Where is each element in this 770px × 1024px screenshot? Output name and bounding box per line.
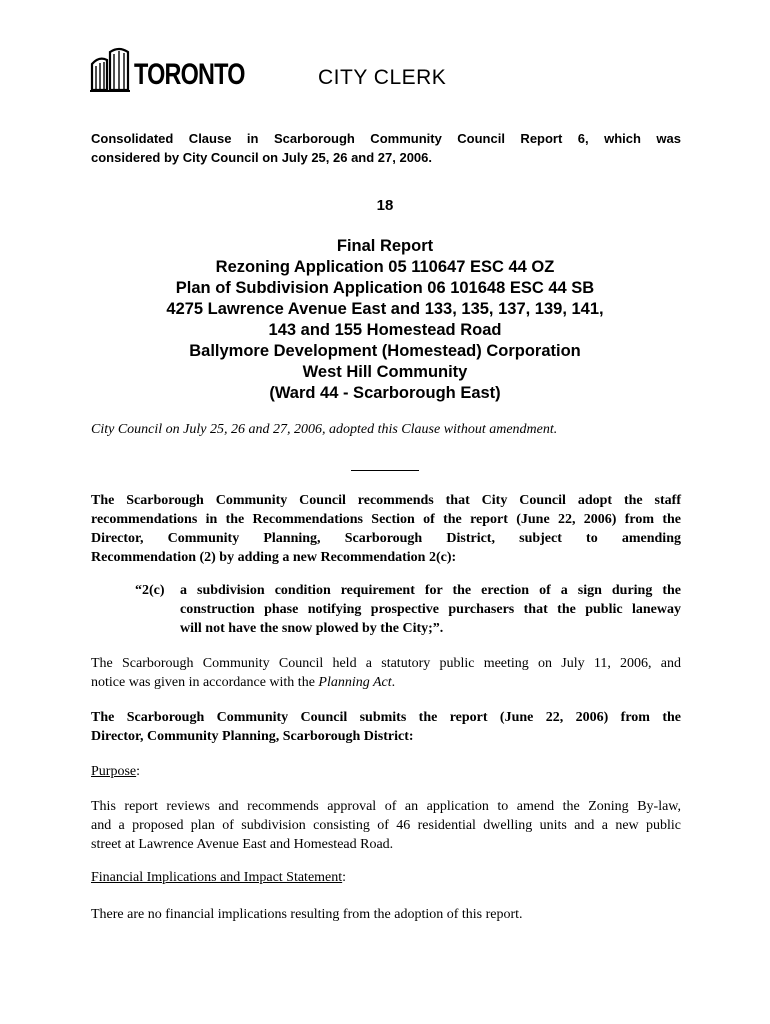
quote-line: construction phase notifying prospective purchasers that the public laneway [180,602,681,617]
financial-heading [91,868,681,887]
title-line: West Hill Community [302,363,468,381]
purpose-line: This report reviews and recommends approval of an application to amend the Zoning By-law, [91,799,681,814]
section-divider [351,470,419,471]
meeting-text: notice was given in accordance with the [91,675,319,690]
purpose-colon: : [136,764,141,779]
submits-paragraph [91,708,681,746]
recommendation-line: recommendations in the Recommendations Section of the report (June 22, 2006) from the [91,512,681,527]
title-line: Final Report [336,237,434,255]
recommendation-line: Recommendation (2) by adding a new Recommendation 2(c): [91,550,457,565]
title-line: (Ward 44 - Scarborough East) [269,384,501,402]
recommendation-line: The Scarborough Community Council recommends that City Council adopt the staff [91,493,681,508]
quote-line: a subdivision condition requirement for the erection of a sign during the [180,583,681,598]
purpose-heading [91,762,681,781]
financial-colon: : [342,870,347,885]
submits-line: The Scarborough Community Council submits the report (June 22, 2006) from the [91,710,681,725]
clause-number: 18 [376,197,394,214]
meeting-period: . [391,675,396,690]
council-action-note: City Council on July 25, 26 and 27, 2006, adopted this Clause without amendment. [91,422,558,437]
planning-act: Planning Act [318,675,392,690]
title-line: 4275 Lawrence Avenue East and 133, 135, 137, 139, 141, [166,300,604,318]
submits-line: Director, Community Planning, Scarborough District: [91,729,414,744]
title-line: 143 and 155 Homestead Road [268,321,502,339]
meeting-line: The Scarborough Community Council held a statutory public meeting on July 11, 2006, and [91,656,681,671]
purpose-heading-text: Purpose [91,764,137,779]
recommendation-paragraph [91,491,681,567]
meeting-paragraph [91,654,681,692]
department-heading: CITY CLERK [318,66,447,89]
logo-wordmark: TORONTO [134,58,245,91]
financial-paragraph: There are no financial implications resulting from the adoption of this report. [91,907,523,922]
recommendation-line: Director, Community Planning, Scarborough District, subject to amending [91,531,681,546]
title-line: Plan of Subdivision Application 06 101648 ESC 44 SB [175,279,595,297]
title-line: Ballymore Development (Homestead) Corporation [189,342,581,360]
toronto-logo [90,46,250,96]
quote-number: “2(c) [135,583,165,598]
quote-line: will not have the snow plowed by the City;”. [180,621,444,636]
report-title [0,236,770,404]
purpose-line: and a proposed plan of subdivision consisting of 46 residential dwelling units and a new public [91,818,681,833]
purpose-line: street at Lawrence Avenue East and Homestead Road. [91,837,394,852]
purpose-paragraph [91,797,681,854]
meeting-line-2 [91,673,681,692]
intro-line-1: Consolidated Clause in Scarborough Community Council Report 6, which was [91,131,681,146]
consolidated-clause-intro [91,129,681,167]
title-line: Rezoning Application 05 110647 ESC 44 OZ [215,258,555,276]
financial-heading-text: Financial Implications and Impact Statement [91,870,343,885]
intro-line-2: considered by City Council on July 25, 26 and 27, 2006. [91,150,433,165]
